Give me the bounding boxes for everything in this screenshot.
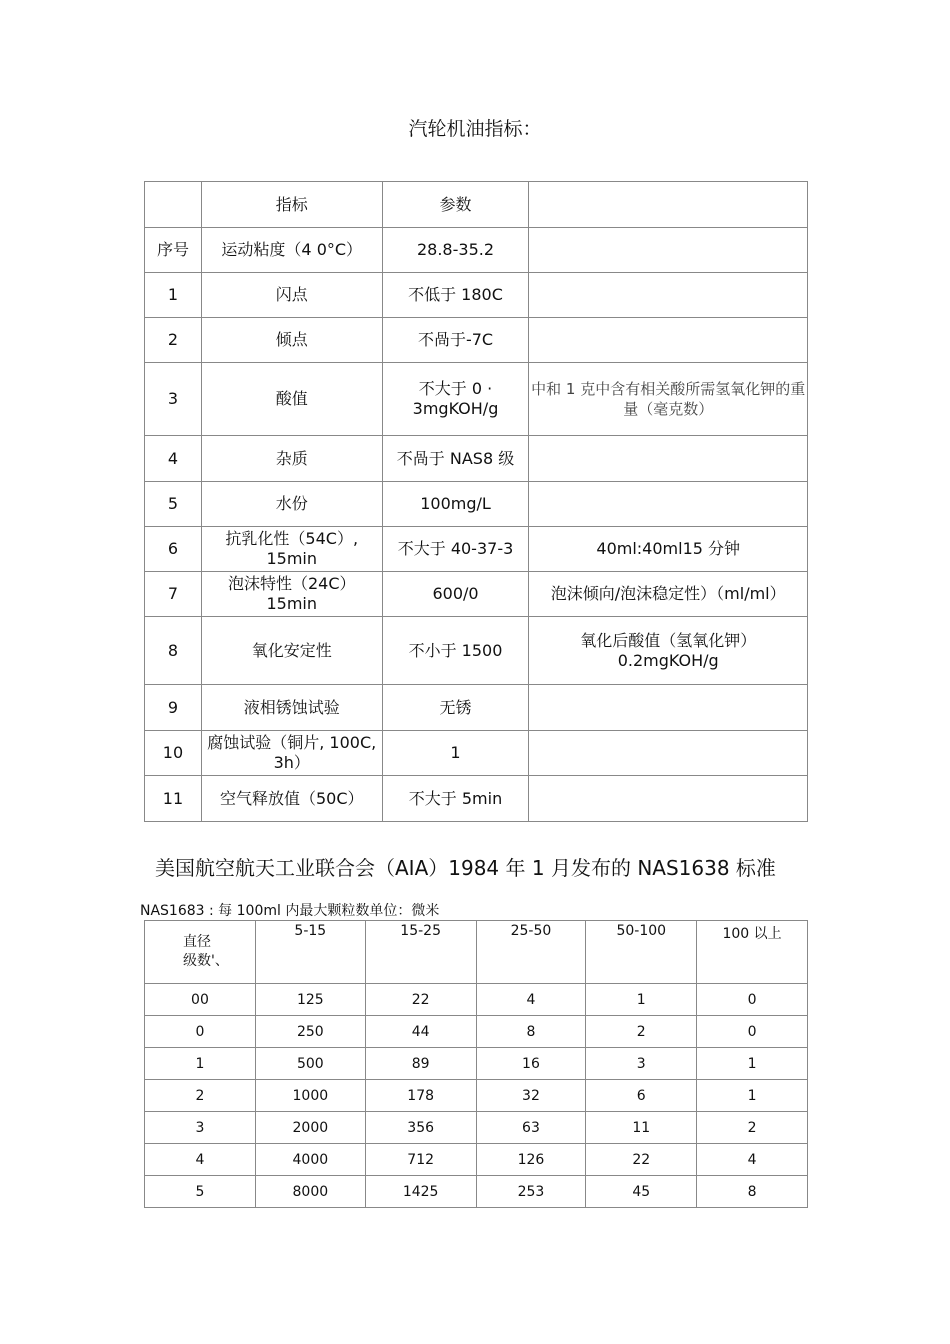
header-indicator: 指标 [201, 182, 382, 228]
nas-grade-cell: 3 [145, 1112, 256, 1144]
nas-count-cell: 1 [697, 1048, 808, 1080]
nas-table [144, 920, 808, 1208]
nas-row [145, 1112, 808, 1144]
nas-col-header: 100 以上 [697, 921, 808, 984]
oil-row [145, 228, 808, 273]
row-note [529, 685, 808, 731]
row-index: 7 [145, 572, 202, 617]
oil-row [145, 436, 808, 482]
row-value: 28.8-35.2 [382, 228, 529, 273]
nas-count-cell: 8 [476, 1016, 586, 1048]
nas-row [145, 1048, 808, 1080]
nas-grade-cell: 2 [145, 1080, 256, 1112]
nas-count-cell: 16 [476, 1048, 586, 1080]
nas-count-cell: 22 [365, 984, 476, 1016]
row-indicator: 杂质 [201, 436, 382, 482]
nas-count-cell: 1000 [255, 1080, 365, 1112]
nas-count-cell: 32 [476, 1080, 586, 1112]
nas-row [145, 984, 808, 1016]
nas-count-cell: 253 [476, 1176, 586, 1208]
nas-count-cell: 1425 [365, 1176, 476, 1208]
nas-count-cell: 4 [476, 984, 586, 1016]
nas-row [145, 1144, 808, 1176]
nas-count-cell: 712 [365, 1144, 476, 1176]
row-indicator: 倾点 [201, 318, 382, 363]
nas-col-header: 50-100 [586, 921, 697, 984]
row-index: 6 [145, 527, 202, 572]
nas-count-cell: 500 [255, 1048, 365, 1080]
row-value: 不大于 40-37-3 [382, 527, 529, 572]
nas-count-cell: 2 [697, 1112, 808, 1144]
nas-count-cell: 126 [476, 1144, 586, 1176]
row-indicator: 水份 [201, 482, 382, 527]
row-value: 600/0 [382, 572, 529, 617]
nas-title: 美国航空航天工业联合会（AIA）1984 年 1 月发布的 NAS1638 标准 [155, 856, 776, 880]
oil-row [145, 273, 808, 318]
row-indicator: 运动粘度（4 0°C） [201, 228, 382, 273]
row-indicator: 空气释放值（50C） [201, 776, 382, 822]
nas-count-cell: 4 [697, 1144, 808, 1176]
row-index: 1 [145, 273, 202, 318]
nas-header-row [145, 921, 808, 984]
nas-count-cell: 8 [697, 1176, 808, 1208]
row-note: 40ml:40ml15 分钟 [529, 527, 808, 572]
nas-count-cell: 89 [365, 1048, 476, 1080]
page-title: 汽轮机油指标： [408, 118, 542, 140]
oil-header-row [145, 182, 808, 228]
nas-col-header: 25-50 [476, 921, 586, 984]
nas-row [145, 1080, 808, 1112]
row-note [529, 228, 808, 273]
nas-row [145, 1176, 808, 1208]
row-indicator: 抗乳化性（54C）, 15min [201, 527, 382, 572]
row-index: 3 [145, 363, 202, 436]
row-indicator: 氧化安定性 [201, 617, 382, 685]
row-indicator: 腐蚀试验（铜片, 100C, 3h） [201, 731, 382, 776]
nas-grade-cell: 1 [145, 1048, 256, 1080]
row-indicator: 泡沫特性（24C） 15min [201, 572, 382, 617]
nas-count-cell: 44 [365, 1016, 476, 1048]
row-note: 泡沫倾向/泡沫稳定性）（ml/ml） [529, 572, 808, 617]
nas-caption: NAS1683 : 每 100ml 内最大颗粒数单位：微米 [140, 903, 440, 919]
row-note: 中和 1 克中含有相关酸所需氢氧化钾的重量（毫克数） [529, 363, 808, 436]
oil-row [145, 363, 808, 436]
nas-count-cell: 45 [586, 1176, 697, 1208]
row-note [529, 273, 808, 318]
row-value: 不小于 1500 [382, 617, 529, 685]
row-note [529, 482, 808, 527]
row-note [529, 318, 808, 363]
row-value: 无锈 [382, 685, 529, 731]
oil-row [145, 527, 808, 572]
nas-grade-cell: 5 [145, 1176, 256, 1208]
row-value: 1 [382, 731, 529, 776]
nas-col-header: 15-25 [365, 921, 476, 984]
nas-count-cell: 1 [586, 984, 697, 1016]
nas-count-cell: 3 [586, 1048, 697, 1080]
row-value: 不咼于 NAS8 级 [382, 436, 529, 482]
row-index: 8 [145, 617, 202, 685]
header-param: 参数 [382, 182, 529, 228]
nas-count-cell: 2 [586, 1016, 697, 1048]
oil-row [145, 318, 808, 363]
row-note [529, 731, 808, 776]
nas-count-cell: 11 [586, 1112, 697, 1144]
nas-corner-cell [145, 921, 256, 984]
row-index: 5 [145, 482, 202, 527]
nas-grade-cell: 0 [145, 1016, 256, 1048]
row-indicator: 闪点 [201, 273, 382, 318]
row-note: 氧化后酸值（氢氧化钾） 0.2mgKOH/g [529, 617, 808, 685]
oil-row [145, 776, 808, 822]
nas-col-header: 5-15 [255, 921, 365, 984]
row-note [529, 436, 808, 482]
nas-count-cell: 356 [365, 1112, 476, 1144]
oil-row [145, 617, 808, 685]
row-value: 不咼于-7C [382, 318, 529, 363]
nas-count-cell: 0 [697, 1016, 808, 1048]
row-value: 100mg/L [382, 482, 529, 527]
nas-count-cell: 63 [476, 1112, 586, 1144]
nas-grade-cell: 00 [145, 984, 256, 1016]
nas-count-cell: 6 [586, 1080, 697, 1112]
row-index: 9 [145, 685, 202, 731]
row-value: 不大于 0 · 3mgKOH/g [382, 363, 529, 436]
corner-diameter-label: 直径 [183, 934, 211, 950]
oil-row [145, 731, 808, 776]
nas-count-cell: 1 [697, 1080, 808, 1112]
nas-count-cell: 22 [586, 1144, 697, 1176]
oil-spec-table [144, 181, 808, 822]
oil-row [145, 685, 808, 731]
row-index: 序号 [145, 228, 202, 273]
row-indicator: 酸值 [201, 363, 382, 436]
nas-count-cell: 8000 [255, 1176, 365, 1208]
row-note [529, 776, 808, 822]
nas-row [145, 1016, 808, 1048]
row-index: 2 [145, 318, 202, 363]
row-value: 不低于 180C [382, 273, 529, 318]
nas-count-cell: 4000 [255, 1144, 365, 1176]
row-index: 4 [145, 436, 202, 482]
nas-count-cell: 178 [365, 1080, 476, 1112]
corner-grade-label: 级数'、 [183, 953, 229, 969]
row-indicator: 液相锈蚀试验 [201, 685, 382, 731]
nas-grade-cell: 4 [145, 1144, 256, 1176]
nas-count-cell: 0 [697, 984, 808, 1016]
header-index-cell [145, 182, 202, 228]
row-index: 10 [145, 731, 202, 776]
nas-count-cell: 2000 [255, 1112, 365, 1144]
row-index: 11 [145, 776, 202, 822]
nas-count-cell: 250 [255, 1016, 365, 1048]
oil-row [145, 482, 808, 527]
row-value: 不大于 5min [382, 776, 529, 822]
oil-row [145, 572, 808, 617]
header-note [529, 182, 808, 228]
nas-count-cell: 125 [255, 984, 365, 1016]
